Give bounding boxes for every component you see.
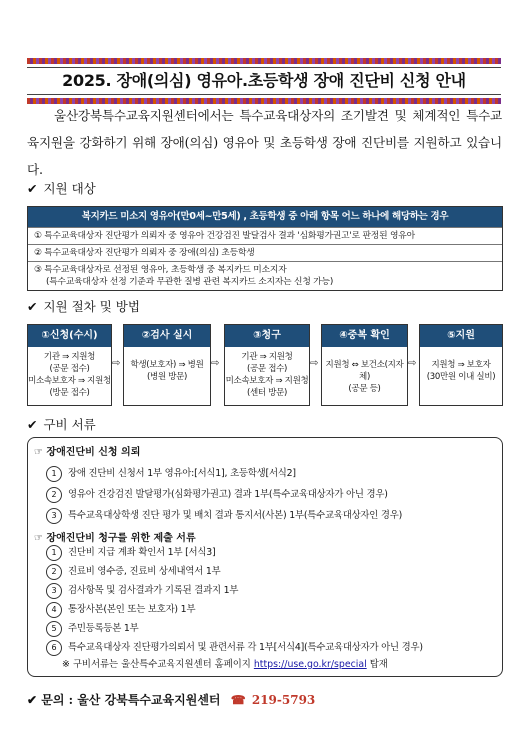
- process-step-4-body: [322, 347, 407, 395]
- doc-number: 1: [46, 466, 62, 482]
- step-line: 기관 ⇒ 지원청: [241, 352, 293, 362]
- doc-item: [46, 563, 221, 580]
- doc-number: 2: [46, 487, 62, 503]
- docs-note: [62, 656, 388, 670]
- doc-item: [46, 544, 215, 561]
- doc-item: [46, 507, 402, 524]
- check-icon: ✔: [27, 693, 38, 707]
- process-step-5-head: ⑤지원: [420, 325, 502, 347]
- step-line: (공문 접수): [49, 364, 90, 374]
- doc-item: [46, 486, 388, 503]
- doc-text: 영유아 건강검진 발달평가(심화평가권고) 결과 1부(특수교육대상자가 아닌 경우): [68, 489, 388, 500]
- target-row-3-main: ③ 특수교육대상자로 선정된 영유아, 초등학생 중 복지카드 미소지자: [34, 265, 287, 275]
- arrow-icon: ⇨: [211, 358, 220, 369]
- docs-group-2-label: 장애진단비 청구를 위한 제출 서류: [46, 533, 196, 544]
- section-docs: [27, 415, 96, 433]
- step-line: 미소속보호자 ⇒ 지원청: [225, 376, 309, 386]
- step-line: 지원청 ⇔ 보건소(지자체): [325, 360, 404, 382]
- process-step-4-head: ④중복 확인: [322, 325, 407, 347]
- docs-group-2-title: [34, 529, 196, 544]
- doc-text: 진단비 지급 계좌 확인서 1부 [서식3]: [68, 547, 216, 558]
- doc-text: 검사항목 및 검사결과가 기록된 결과지 1부: [68, 585, 239, 596]
- process-step-1-head: ①신청(수시): [28, 325, 111, 347]
- page-title: 2025. 장애(의심) 영유아.초등학생 장애 진단비 신청 안내: [27, 67, 501, 95]
- docs-note-suffix: 탑재: [369, 659, 388, 670]
- arrow-icon: ⇨: [310, 358, 319, 369]
- process-step-2: [123, 324, 211, 406]
- doc-number: 2: [46, 564, 62, 580]
- docs-box: [27, 437, 503, 677]
- check-icon: ✔: [27, 181, 38, 196]
- process-step-1: [27, 324, 112, 406]
- doc-item: [46, 582, 238, 599]
- doc-text: 진료비 영수증, 진료비 상세내역서 1부: [68, 566, 221, 577]
- doc-number: 3: [46, 508, 62, 524]
- process-step-5-body: [420, 347, 502, 383]
- doc-text: 통장사본(본인 또는 보호자) 1부: [68, 604, 196, 615]
- doc-number: 5: [46, 621, 62, 637]
- step-line: (센터 방문): [246, 388, 288, 398]
- step-line: 미소속보호자 ⇒ 지원청: [28, 376, 111, 386]
- target-table: [27, 206, 503, 291]
- target-row-1: ① 특수교육대상자 진단평가 의뢰자 중 영유아 건강검진 발달검사 결과 '심화평가권고'로 판정된 영유아: [28, 227, 502, 244]
- title-block: [27, 58, 501, 104]
- contact-line: [27, 691, 315, 708]
- target-row-2: ② 특수교육대상자 진단평가 의뢰자 중 장애(의심) 초등학생: [28, 244, 502, 261]
- target-row-3: [28, 261, 502, 290]
- process-step-4: [321, 324, 408, 406]
- doc-item: [46, 620, 139, 637]
- process-step-2-body: [124, 347, 210, 383]
- step-line: (병원 방문): [146, 372, 188, 382]
- doc-item: [46, 465, 296, 482]
- step-line: (30만원 이내 실비): [426, 372, 496, 382]
- process-step-3-body: [225, 347, 309, 399]
- target-table-header: 복지카드 미소지 영유아(만0세~만5세) , 초등학생 중 아래 항목 어느 하나에 해당하는 경우: [28, 207, 502, 227]
- doc-text: 특수교육대상학생 진단 평가 및 배치 결과 통지서(사본) 1부(특수교육대상자인 경우): [68, 510, 403, 521]
- process-step-2-head: ②검사 실시: [124, 325, 210, 347]
- intro-paragraph: 울산강북특수교육지원센터에서는 특수교육대상자의 조기발견 및 체계적인 특수교육지원을 강화하기 위해 장애(의심) 영유아 및 초등학생 장애 진단비를 지원하고 있습니다.: [27, 108, 502, 177]
- process-step-3-head: ③청구: [225, 325, 309, 347]
- section-process: [27, 297, 140, 315]
- docs-group-1-title: [34, 443, 140, 458]
- doc-item: [46, 639, 423, 656]
- process-step-3: [224, 324, 310, 406]
- step-line: 지원청 ⇒ 보호자: [431, 360, 491, 370]
- doc-text: 장애 진단비 신청서 1부 영유아:[서식1], 초등학생[서식2]: [68, 468, 296, 479]
- section-process-title: 지원 절차 및 방법: [43, 299, 140, 314]
- process-step-1-body: [28, 347, 111, 399]
- check-icon: ✔: [27, 299, 38, 314]
- phone-icon: ☎: [230, 693, 246, 707]
- doc-number: 1: [46, 545, 62, 561]
- doc-item: [46, 601, 195, 618]
- check-icon: ✔: [27, 417, 38, 432]
- doc-number: 3: [46, 583, 62, 599]
- contact-phone: 219-5793: [251, 693, 316, 707]
- doc-number: 6: [46, 640, 62, 656]
- step-line: (방문 접수): [49, 388, 90, 398]
- step-line: 기관 ⇒ 지원청: [43, 352, 96, 362]
- process-step-5: [419, 324, 503, 406]
- arrow-icon: ⇨: [408, 358, 417, 369]
- contact-label: 문의 : 울산 강북특수교육지원센터: [41, 693, 221, 707]
- doc-text: 특수교육대상자 진단평가의뢰서 및 관련서류 각 1부[서식4](특수교육대상자가 아닌 경우): [68, 642, 423, 653]
- section-target-title: 지원 대상: [43, 181, 96, 196]
- target-row-3-note: (특수교육대상자 선정 기준과 무관한 질병 관련 복지카드 소지자는 신청 가능): [46, 277, 334, 287]
- title-stripe-top: [27, 58, 501, 64]
- step-line: (공문 등): [348, 384, 381, 394]
- doc-text: 주민등록등본 1부: [68, 623, 139, 634]
- section-target: [27, 179, 96, 197]
- arrow-icon: ⇨: [112, 358, 121, 369]
- step-line: (공문 접수): [246, 364, 288, 374]
- docs-note-prefix: ※ 구비서류는 울산특수교육지원센터 홈페이지: [62, 659, 251, 670]
- pointer-icon: ☞: [34, 533, 43, 544]
- doc-number: 4: [46, 602, 62, 618]
- homepage-link[interactable]: https://use.go.kr/special: [253, 659, 367, 670]
- step-line: 학생(보호자) ⇒ 병원: [130, 360, 204, 370]
- pointer-icon: ☞: [34, 447, 43, 458]
- section-docs-title: 구비 서류: [43, 417, 96, 432]
- docs-group-1-label: 장애진단비 신청 의뢰: [46, 447, 141, 458]
